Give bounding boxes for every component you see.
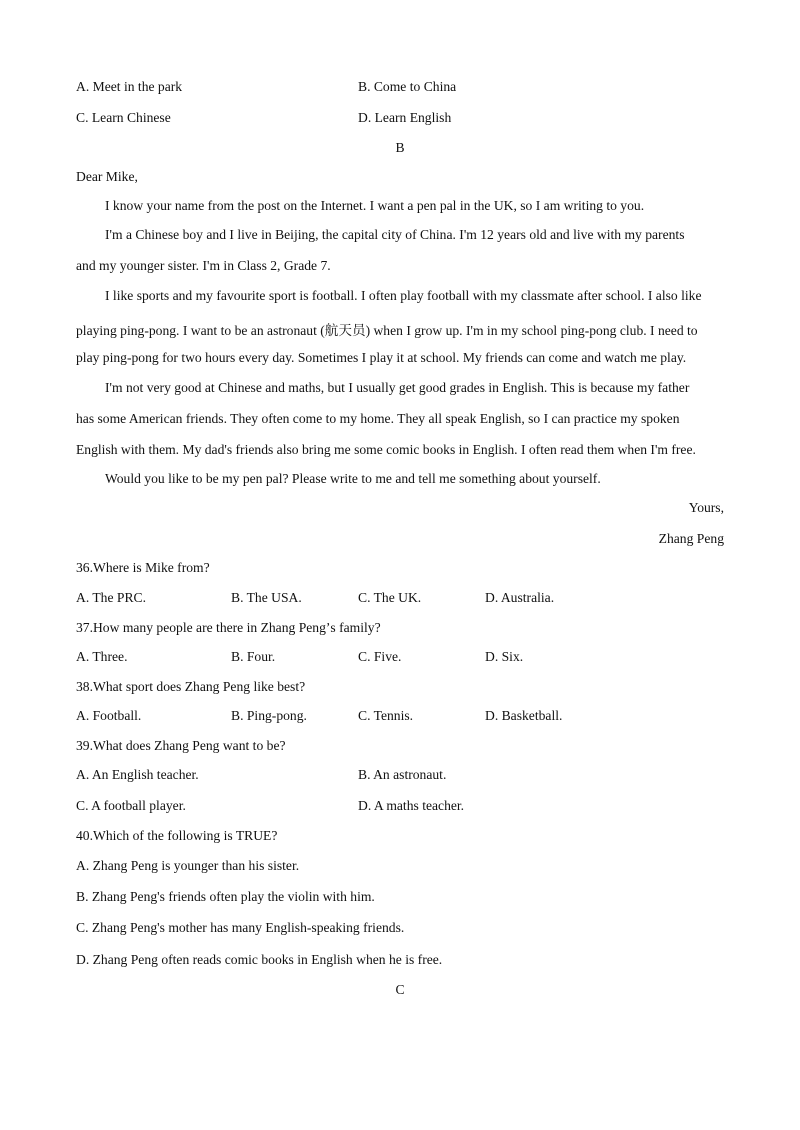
letter-paragraph-2-line-1: I'm a Chinese boy and I live in Beijing, the capital city of China. I'm 12 years old and live with my parents: [105, 227, 685, 242]
letter-signature: Zhang Peng: [658, 531, 724, 546]
q38-option-b[interactable]: B. Ping-pong.: [231, 708, 307, 723]
q39-option-a[interactable]: A. An English teacher.: [76, 767, 199, 782]
letter-paragraph-3-line-1: I like sports and my favourite sport is football. I often play football with my classmate after school. I also like: [105, 288, 702, 303]
question-36: 36.Where is Mike from?: [76, 560, 210, 575]
letter-paragraph-1: I know your name from the post on the Internet. I want a pen pal in the UK, so I am writing to you.: [105, 198, 645, 213]
q40-option-d[interactable]: D. Zhang Peng often reads comic books in English when he is free.: [76, 952, 443, 967]
q36-option-b[interactable]: B. The USA.: [231, 590, 302, 605]
q39-option-b[interactable]: B. An astronaut.: [358, 767, 447, 782]
q36-option-a[interactable]: A. The PRC.: [76, 590, 146, 605]
q38-option-a[interactable]: A. Football.: [76, 708, 142, 723]
q36-option-d[interactable]: D. Australia.: [485, 590, 555, 605]
q37-option-a[interactable]: A. Three.: [76, 649, 128, 664]
q40-option-c[interactable]: C. Zhang Peng's mother has many English-speaking friends.: [76, 920, 405, 935]
prev-option-d[interactable]: D. Learn English: [358, 110, 452, 125]
prev-option-a[interactable]: A. Meet in the park: [76, 79, 183, 94]
q40-option-b[interactable]: B. Zhang Peng's friends often play the violin with him.: [76, 889, 375, 904]
question-39: 39.What does Zhang Peng want to be?: [76, 738, 286, 753]
letter-paragraph-3-line-3: play ping-pong for two hours every day. Sometimes I play it at school. My friends can come and watch me play.: [76, 350, 687, 365]
question-38: 38.What sport does Zhang Peng like best?: [76, 679, 306, 694]
letter-greeting: Dear Mike,: [76, 169, 138, 184]
letter-paragraph-4-line-1: I'm not very good at Chinese and maths, but I usually get good grades in English. This is because my father: [105, 380, 690, 395]
q40-option-a[interactable]: A. Zhang Peng is younger than his sister.: [76, 858, 300, 873]
letter-paragraph-3-line-2: playing ping-pong. I want to be an astronaut (航天员) when I grow up. I'm in my school ping-pong club. I need to: [76, 323, 698, 338]
q37-option-b[interactable]: B. Four.: [231, 649, 276, 664]
q39-option-d[interactable]: D. A maths teacher.: [358, 798, 465, 813]
q36-option-c[interactable]: C. The UK.: [358, 590, 422, 605]
question-37: 37.How many people are there in Zhang Pengʼs family?: [76, 620, 381, 635]
prev-option-b[interactable]: B. Come to China: [358, 79, 457, 94]
q39-option-c[interactable]: C. A football player.: [76, 798, 186, 813]
letter-paragraph-4-line-2: has some American friends. They often come to my home. They all speak English, so I can practice my spoken: [76, 411, 680, 426]
letter-paragraph-2-line-2: and my younger sister. I'm in Class 2, Grade 7.: [76, 258, 331, 273]
q37-option-d[interactable]: D. Six.: [485, 649, 524, 664]
letter-paragraph-4-line-3: English with them. My dad's friends also bring me some comic books in English. I often read them when I'm free.: [76, 442, 696, 457]
prev-option-c[interactable]: C. Learn Chinese: [76, 110, 171, 125]
section-heading-b: B: [395, 140, 405, 155]
section-heading-c: C: [395, 982, 405, 997]
letter-paragraph-5: Would you like to be my pen pal? Please write to me and tell me something about yourself.: [105, 471, 601, 486]
letter-closing: Yours,: [688, 500, 724, 515]
question-40: 40.Which of the following is TRUE?: [76, 828, 278, 843]
q38-option-c[interactable]: C. Tennis.: [358, 708, 414, 723]
q38-option-d[interactable]: D. Basketball.: [485, 708, 563, 723]
q37-option-c[interactable]: C. Five.: [358, 649, 402, 664]
